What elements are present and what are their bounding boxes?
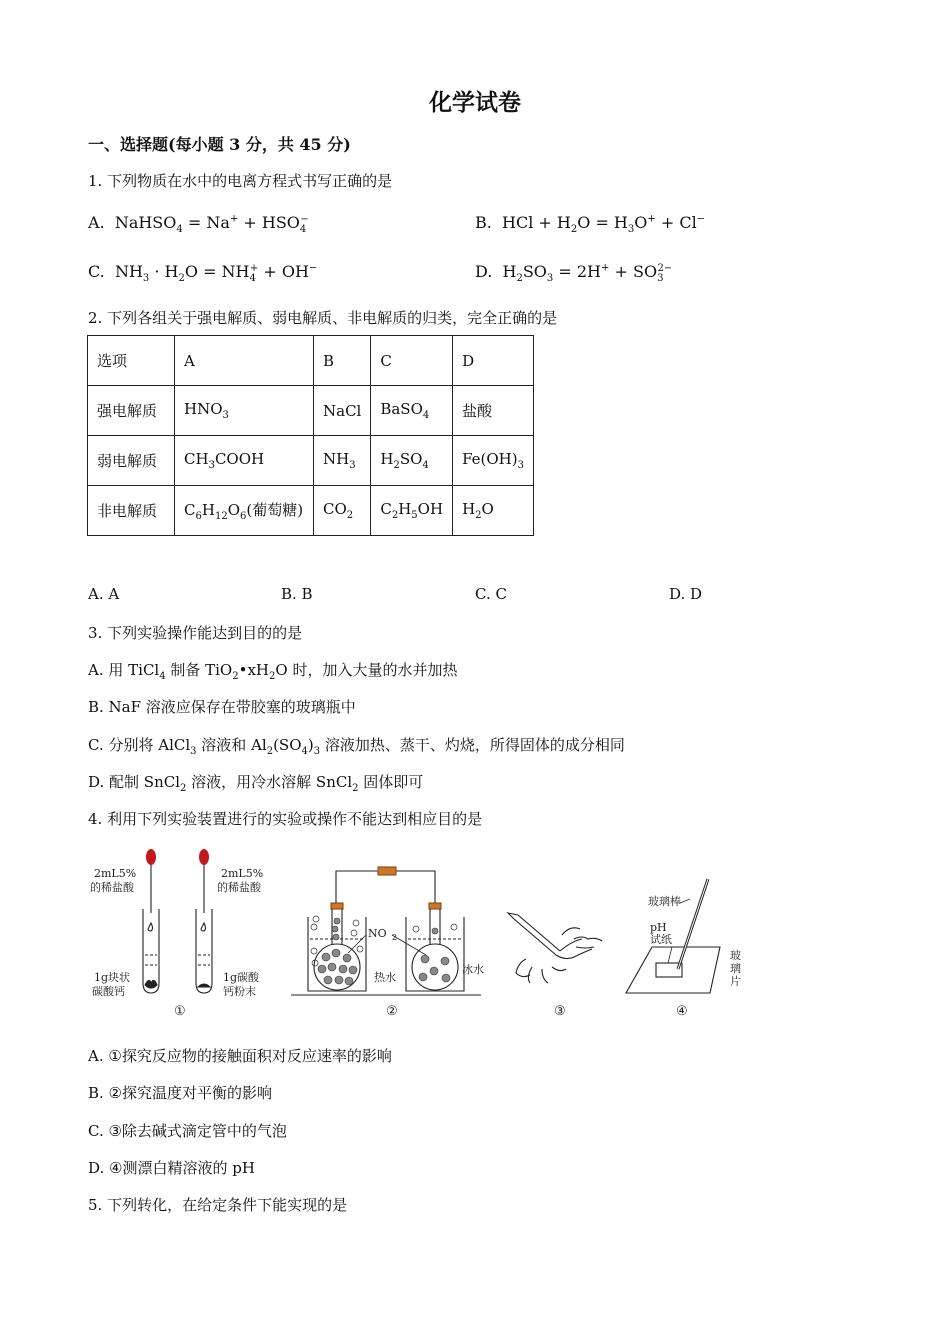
fig-label: 试纸 xyxy=(650,933,672,946)
q2-option-a: A. A xyxy=(88,585,120,603)
table-cell: 非电解质 xyxy=(88,486,175,536)
bubbles-icon xyxy=(311,916,457,966)
table-cell: $Fe(OH)_3$ xyxy=(453,436,534,486)
fig-label: 2mL5% xyxy=(221,867,264,880)
formula: NH xyxy=(323,450,350,468)
option-text: A. 用 TiCl xyxy=(88,661,160,679)
glass-rod-highlight xyxy=(678,879,708,969)
table-cell: A xyxy=(175,336,314,386)
burette-nozzle-icon xyxy=(508,913,518,919)
test-tube-icon xyxy=(196,909,212,993)
fig-label: 的稀盐酸 xyxy=(90,881,134,894)
option-text: 溶液和 Al xyxy=(196,736,267,754)
fig-label: 片 xyxy=(730,975,741,988)
glass-slide-icon xyxy=(626,947,720,993)
solid-lump-icon xyxy=(145,980,157,988)
q2-option-c: C. C xyxy=(475,585,507,603)
fig-label: 钙粉末 xyxy=(223,985,256,998)
q1-option-a: A. NaHSO$_4$ = $Na^+ + HSO_4^-$ xyxy=(88,213,309,236)
table-cell: $H_2O$ xyxy=(453,486,534,536)
classification-table xyxy=(87,335,534,536)
table-cell: 选项 xyxy=(88,336,175,386)
formula: BaSO xyxy=(380,400,423,418)
formula: Fe(OH) xyxy=(462,450,518,468)
figure-3 xyxy=(508,913,602,983)
option-letter: D. xyxy=(475,262,493,281)
fig-label: 的稀盐酸 xyxy=(217,881,261,894)
table-row xyxy=(88,336,534,386)
fig-number: ② xyxy=(386,1004,398,1019)
q4-option-d: D. ④测漂白精溶液的 pH xyxy=(88,1159,255,1177)
table-cell: $H_2SO_4$ xyxy=(371,436,453,486)
table-row xyxy=(88,386,534,436)
formula: HNO xyxy=(184,400,223,418)
q3-option-c: C. 分别将 AlCl$_3$ 溶液和 $Al_2(SO_4)_3$ 溶液加热、蒸干、灼烧，所得固体的成分相同 xyxy=(88,736,625,757)
page-title: 化学试卷 xyxy=(429,89,521,116)
formula: CO xyxy=(323,500,347,518)
section-heading: 一、选择题(每小题 3 分，共 45 分) xyxy=(88,135,351,154)
formula: CH xyxy=(184,450,209,468)
hand-left-icon xyxy=(516,959,566,983)
q4-option-a: A. ①探究反应物的接触面积对反应速率的影响 xyxy=(88,1047,392,1065)
apparatus-figure xyxy=(86,843,766,1021)
option-text: 固体即可 xyxy=(358,773,424,791)
q2-option-d: D. D xyxy=(669,585,703,603)
fig-number: ④ xyxy=(676,1004,688,1019)
solid-powder-icon xyxy=(198,984,210,987)
question-4-stem: 4. 利用下列实验装置进行的实验或操作不能达到相应目的是 xyxy=(88,810,483,828)
pointer-line xyxy=(668,947,672,963)
table-cell: $C_2H_5OH$ xyxy=(371,486,453,536)
q1-option-b: B. HCl + $H_2O = H_3O^+ + Cl^-$ xyxy=(475,213,706,236)
droplet-icon xyxy=(201,923,206,931)
fig-label: 碳酸钙 xyxy=(92,985,125,998)
figure-1 xyxy=(143,849,212,993)
option-letter: B. xyxy=(475,213,492,232)
table-cell: $C_6H_{12}O_6$(葡萄糖) xyxy=(175,486,314,536)
table-cell: BaSO$_4$ xyxy=(371,386,453,436)
option-text: 溶液加热、蒸干、灼烧，所得固体的成分相同 xyxy=(320,736,625,754)
dropper-bulb-icon xyxy=(146,849,156,865)
fig-label: 冰水 xyxy=(462,963,484,976)
fig-label: 璃 xyxy=(730,962,741,975)
option-text: D. 配制 SnCl xyxy=(88,773,181,791)
q2-option-b: B. B xyxy=(281,585,313,603)
table-cell: $NH_3$ xyxy=(314,436,371,486)
fig-label: 玻 xyxy=(730,949,741,962)
option-text: 时，加入大量的水并加热 xyxy=(287,661,458,679)
fig-label: 2mL5% xyxy=(94,867,137,880)
question-1-stem: 1. 下列物质在水中的电离方程式书写正确的是 xyxy=(88,172,393,190)
table-cell: B xyxy=(314,336,371,386)
formula: O xyxy=(481,500,494,518)
table-cell: $CH_3COOH$ xyxy=(175,436,314,486)
rubber-tube-icon xyxy=(556,939,592,959)
formula: H xyxy=(380,450,394,468)
q3-option-b: B. NaF 溶液应保存在带胶塞的玻璃瓶中 xyxy=(88,698,356,716)
test-tube-icon xyxy=(143,909,159,993)
fig-number: ③ xyxy=(554,1004,566,1019)
stopper-icon xyxy=(331,903,343,909)
fig-label: 1g块状 xyxy=(94,971,131,984)
q4-option-c: C. ③除去碱式滴定管中的气泡 xyxy=(88,1122,287,1140)
fig-label: 2 xyxy=(392,933,398,942)
fig-label: pH xyxy=(650,921,667,934)
option-letter: C. xyxy=(88,262,105,281)
q1-option-d: D. $H_2SO_3 = 2H^+ + SO_3^{2-}$ xyxy=(475,262,673,285)
dropper-bulb-icon xyxy=(199,849,209,865)
q3-option-a: A. 用 TiCl$_4$ 制备 $TiO_2•xH_2O$ 时，加入大量的水并加热 xyxy=(88,661,458,682)
option-text: C. 分别将 AlCl xyxy=(88,736,191,754)
fig-label: NO xyxy=(368,927,387,940)
table-row xyxy=(88,486,534,536)
q1-option-c: C. $NH_3 \cdot H_2O = NH_4^+ + OH^-$ xyxy=(88,262,318,285)
table-cell: NaCl xyxy=(314,386,371,436)
pointer-line xyxy=(392,935,426,955)
formula: OH xyxy=(417,500,444,518)
question-2-stem: 2. 下列各组关于强电解质、弱电解质、非电解质的归类，完全正确的是 xyxy=(88,309,558,327)
option-letter: A. xyxy=(88,213,105,232)
table-cell: $HNO_3$ xyxy=(175,386,314,436)
table-cell: C xyxy=(371,336,453,386)
pointer-line xyxy=(680,899,690,903)
burette-tip-icon xyxy=(514,915,560,955)
fig-label: 玻璃棒 xyxy=(648,895,681,908)
table-cell: D xyxy=(453,336,534,386)
question-5-stem: 5. 下列转化，在给定条件下能实现的是 xyxy=(88,1196,348,1214)
option-text: 溶液，用冷水溶解 SnCl xyxy=(186,773,353,791)
stopper-icon xyxy=(429,903,441,909)
formula-note: (葡萄糖) xyxy=(246,501,304,519)
question-3-stem: 3. 下列实验操作能达到目的的是 xyxy=(88,624,303,642)
q3-option-d: D. 配制 SnCl$_2$ 溶液，用冷水溶解 SnCl$_2$ 固体即可 xyxy=(88,773,424,794)
droplet-icon xyxy=(148,923,153,931)
clamp-icon xyxy=(378,867,396,875)
table-cell: $CO_2$ xyxy=(314,486,371,536)
table-cell: 强电解质 xyxy=(88,386,175,436)
table-row xyxy=(88,436,534,486)
connecting-tube-icon xyxy=(336,871,435,905)
table-cell: 盐酸 xyxy=(453,386,534,436)
fig-number: ① xyxy=(174,1004,186,1019)
fig-label: 热水 xyxy=(374,971,396,984)
q4-option-b: B. ②探究温度对平衡的影响 xyxy=(88,1084,273,1102)
table-cell: 弱电解质 xyxy=(88,436,175,486)
fig-label: 1g碳酸 xyxy=(223,971,260,984)
